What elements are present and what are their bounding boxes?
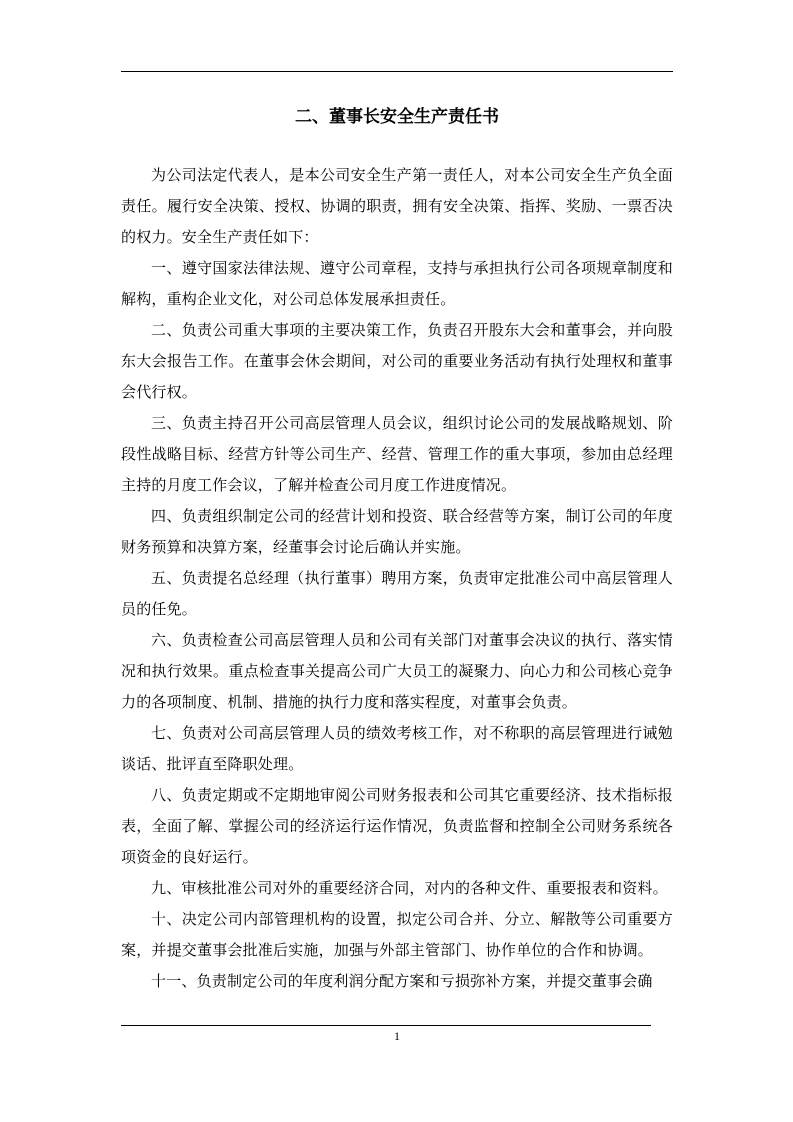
clause-3: 三、负责主持召开公司高层管理人员会议，组织讨论公司的发展战略规划、阶段性战略目标、经营方针等公司生产、经营、管理工作的重大事项，参加由总经理主持的月度工作会议，了解并检查公司月度工作进度情况。 xyxy=(121,414,673,494)
clause-9: 九、审核批准公司对外的重要经济合同，对内的各种文件、重要报表和资料。 xyxy=(151,879,668,897)
intro-paragraph: 为公司法定代表人，是本公司安全生产第一责任人，对本公司安全生产负全面责任。履行安全决策、授权、协调的职责，拥有安全决策、指挥、奖励、一票否决的权力。安全生产责任如下： xyxy=(121,166,673,246)
footer-rule xyxy=(121,1025,651,1026)
clause-4: 四、负责组织制定公司的经营计划和投资、联合经营等方案，制订公司的年度财务预算和决算方案，经董事会讨论后确认并实施。 xyxy=(121,507,673,556)
clause-11: 十一、负责制定公司的年度利润分配方案和亏损弥补方案，并提交董事会确 xyxy=(151,972,653,990)
clause-6: 六、负责检查公司高层管理人员和公司有关部门对董事会决议的执行、落实情况和执行效果。重点检查事关提高公司广大员工的凝聚力、向心力和公司核心竞争力的各项制度、机制、措施的执行力度和落实程度，对董事会负责。 xyxy=(121,631,673,711)
header-rule xyxy=(121,71,673,72)
clause-7: 七、负责对公司高层管理人员的绩效考核工作，对不称职的高层管理进行诫勉谈话、批评直至降职处理。 xyxy=(121,724,673,773)
document-title: 二、董事长安全生产责任书 xyxy=(295,107,499,127)
page-number: 1 xyxy=(394,1029,400,1043)
document-body xyxy=(121,160,673,997)
clause-5: 五、负责提名总经理（执行董事）聘用方案，负责审定批准公司中高层管理人员的任免。 xyxy=(121,569,673,618)
clause-10: 十、决定公司内部管理机构的设置，拟定公司合并、分立、解散等公司重要方案，并提交董事会批准后实施，加强与外部主管部门、协作单位的合作和协调。 xyxy=(121,910,673,959)
clause-2: 二、负责公司重大事项的主要决策工作，负责召开股东大会和董事会，并向股东大会报告工作。在董事会休会期间，对公司的重要业务活动有执行处理权和董事会代行权。 xyxy=(121,321,673,401)
clause-8: 八、负责定期或不定期地审阅公司财务报表和公司其它重要经济、技术指标报表，全面了解、掌握公司的经济运行运作情况，负责监督和控制全公司财务系统各项资金的良好运行。 xyxy=(121,786,673,866)
clause-1: 一、遵守国家法律法规、遵守公司章程，支持与承担执行公司各项规章制度和解构，重构企业文化，对公司总体发展承担责任。 xyxy=(121,259,673,308)
